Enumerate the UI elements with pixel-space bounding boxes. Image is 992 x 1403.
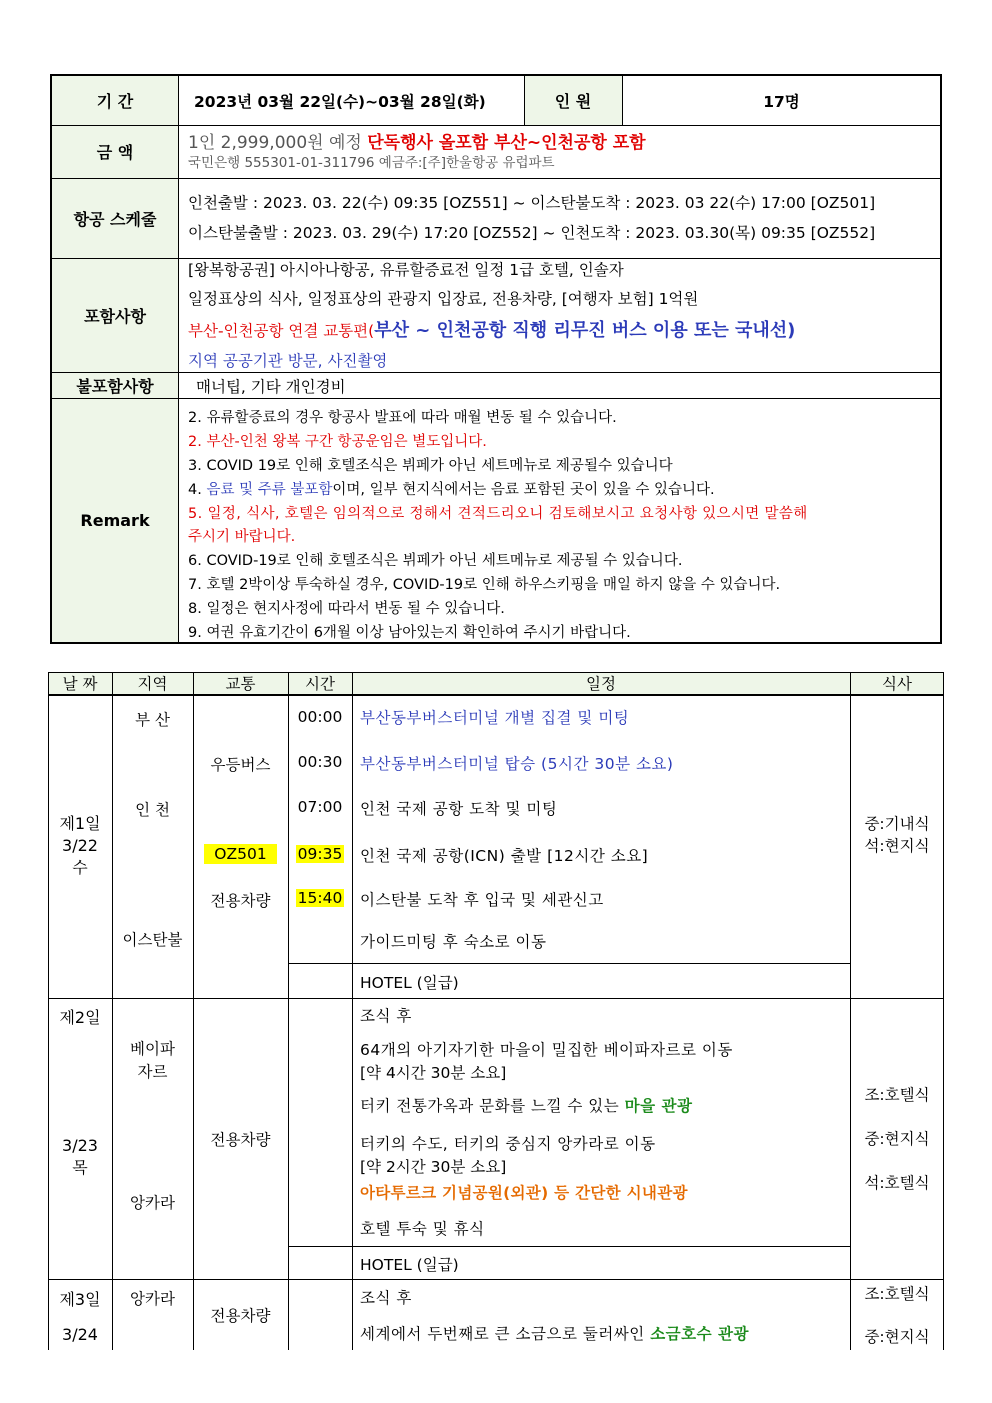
day3-date: 3/24 (62, 1325, 98, 1344)
day1-meals: 중:기내식 석:현지식 (864, 815, 930, 855)
day2-region-beypazari: 베이파 자르 (130, 1040, 175, 1081)
people-label: 인 원 (524, 76, 622, 125)
remark-label: Remark (52, 398, 178, 642)
day3-region-ankara: 앙카라 (130, 1290, 175, 1308)
remark-item-continued: 주시기 바랍니다. (188, 529, 296, 545)
itinerary-table (48, 672, 944, 1350)
day1-schedule-item: 부산동부버스터미널 개별 집결 및 미팅 (360, 709, 630, 727)
exclude-value: 매너팁, 기타 개인경비 (196, 378, 346, 396)
flight-outbound: 인천출발 : 2023. 03. 22(수) 09:35 [OZ551] ~ 이스탄불도착 : 2023. 03 22(수) 17:00 [OZ501] (188, 194, 876, 212)
day1-transport-bus: 우등버스 (210, 756, 271, 774)
day1-region-incheon: 인 천 (135, 801, 170, 819)
day1-time-highlight: 15:40 (297, 889, 343, 907)
day2-schedule-item: 터키 전통가옥과 문화를 느낄 수 있는 마을 관광 (360, 1097, 693, 1115)
remark-item: 8. 일정은 현지사정에 따라서 변동 될 수 있습니다. (188, 601, 505, 617)
day3-transport: 전용차량 (210, 1307, 271, 1325)
day3-schedule-item: 조식 후 (360, 1289, 412, 1307)
day1-hotel: HOTEL (일급) (360, 974, 459, 992)
remark-item: 9. 여권 유효기간이 6개월 이상 남아있는지 확인하여 주시기 바랍니다. (188, 625, 631, 641)
day2-meal: 중:현지식 (864, 1130, 930, 1148)
day2-date-cell: 3/23 목 (62, 1136, 98, 1177)
day1-time: 07:00 (297, 798, 343, 816)
header-transport: 교통 (193, 672, 288, 694)
day2-region-ankara: 앙카라 (130, 1194, 175, 1212)
flight-return: 이스탄불출발 : 2023. 03. 29(수) 17:20 [OZ552] ~ 인천도착 : 2023. 03.30(목) 09:35 [OZ552] (188, 224, 876, 242)
day1-schedule-item: 이스탄불 도착 후 입국 및 세관신고 (360, 891, 604, 909)
day1-time: 00:00 (297, 708, 343, 726)
day1-time: 00:30 (297, 753, 343, 771)
day1-transport-flight: OZ501 (193, 845, 288, 863)
day1-schedule-item: 부산동부버스터미널 탑승 (5시간 30분 소요) (360, 755, 674, 773)
day2-day: 제2일 (59, 1008, 101, 1027)
day2-schedule-item: 64개의 아기자기한 마을이 밀집한 베이파자르로 이동 (360, 1041, 733, 1059)
day1-date-cell: 제1일 3/22 수 (59, 814, 101, 877)
flight-label: 항공 스케줄 (52, 178, 178, 258)
remark-item: 7. 호텔 2박이상 투숙하실 경우, COVID-19로 인해 하우스키핑을 매일 하지 않을 수 있습니다. (188, 577, 781, 593)
day2-schedule-item: 호텔 투숙 및 휴식 (360, 1220, 485, 1238)
include-line-2: 일정표상의 식사, 일정표상의 관광지 입장료, 전용차량, [여행자 보험] 1억원 (188, 290, 699, 308)
period-value: 2023년 03월 22일(수)~03월 28일(화) (194, 93, 486, 111)
remark-item: 4. 음료 및 주류 불포함이며, 일부 현지식에서는 음료 포함된 곳이 있을 수 있습니다. (188, 482, 715, 498)
day2-hotel: HOTEL (일급) (360, 1256, 459, 1274)
include-line-1: [왕복항공권] 아시아나항공, 유류할증료전 일정 1급 호텔, 인솔자 (188, 261, 624, 279)
remark-item: 2. 유류할증료의 경우 항공사 발표에 따라 매월 변동 될 수 있습니다. (188, 410, 617, 426)
header-region: 지역 (112, 672, 193, 694)
amount-bank-account: 국민은행 555301-01-311796 예금주:[주]한울항공 유럽파트 (188, 155, 555, 171)
people-value: 17명 (763, 93, 800, 111)
trip-summary-table (50, 74, 942, 644)
day1-region-busan: 부 산 (135, 711, 170, 729)
day3-meal: 조:호텔식 (864, 1285, 930, 1303)
exclude-label: 불포함사항 (52, 372, 178, 398)
day1-schedule-item: 인천 국제 공항 도착 및 미팅 (360, 800, 558, 818)
header-meal: 식사 (850, 672, 944, 694)
remark-item: 3. COVID 19로 인해 호텔조식은 뷔페가 아닌 세트메뉴로 제공될수 있습니다 (188, 458, 673, 474)
header-time: 시간 (288, 672, 352, 694)
day1-region-istanbul: 이스탄불 (122, 931, 183, 949)
day1-schedule-item: 가이드미팅 후 숙소로 이동 (360, 933, 547, 951)
day1-schedule-item: 인천 국제 공항(ICN) 출발 [12시간 소요] (360, 847, 649, 865)
include-line-3: 부산-인천공항 연결 교통편(부산 ~ 인천공항 직행 리무진 버스 이용 또는 국내선) (188, 320, 796, 341)
remark-item: 2. 부산-인천 왕복 구간 항공운임은 별도입니다. (188, 434, 487, 450)
day2-transport: 전용차량 (210, 1131, 271, 1149)
day3-meal: 중:현지식 (864, 1328, 930, 1346)
day2-schedule-item: 조식 후 (360, 1007, 412, 1025)
include-label: 포함사항 (52, 258, 178, 372)
remark-item: 5. 일정, 식사, 호텔은 임의적으로 정해서 견적드리오니 검토해보시고 요청사항 있으시면 말씀해 (188, 506, 808, 522)
header-schedule: 일정 (352, 672, 850, 694)
header-date: 날 짜 (48, 672, 112, 694)
day2-schedule-item: 아타투르크 기념공원(외관) 등 간단한 시내관광 (360, 1184, 688, 1202)
remark-item: 6. COVID-19로 인해 호텔조식은 뷔페가 아닌 세트메뉴로 제공될 수 있습니다. (188, 553, 683, 569)
include-line-4: 지역 공공기관 방문, 사진촬영 (188, 352, 388, 370)
day2-schedule-note: [약 4시간 30분 소요] (360, 1064, 507, 1082)
day2-schedule-item: 터키의 수도, 터키의 중심지 앙카라로 이동 (360, 1135, 656, 1153)
day1-transport-car: 전용차량 (210, 892, 271, 910)
day3-schedule-item: 세계에서 두번째로 큰 소금으로 둘러싸인 소금호수 관광 (360, 1325, 749, 1343)
period-label: 기 간 (52, 76, 178, 125)
day2-schedule-note: [약 2시간 30분 소요] (360, 1158, 507, 1176)
day2-meal: 조:호텔식 (864, 1086, 930, 1104)
day1-time-highlight: 09:35 (297, 845, 343, 863)
amount-price: 1인 2,999,000원 예정 단독행사 올포함 부산~인천공항 포함 (188, 133, 646, 153)
day3-day: 제3일 (59, 1290, 101, 1309)
day2-meal: 석:호텔식 (864, 1174, 930, 1192)
amount-label: 금 액 (52, 125, 178, 178)
